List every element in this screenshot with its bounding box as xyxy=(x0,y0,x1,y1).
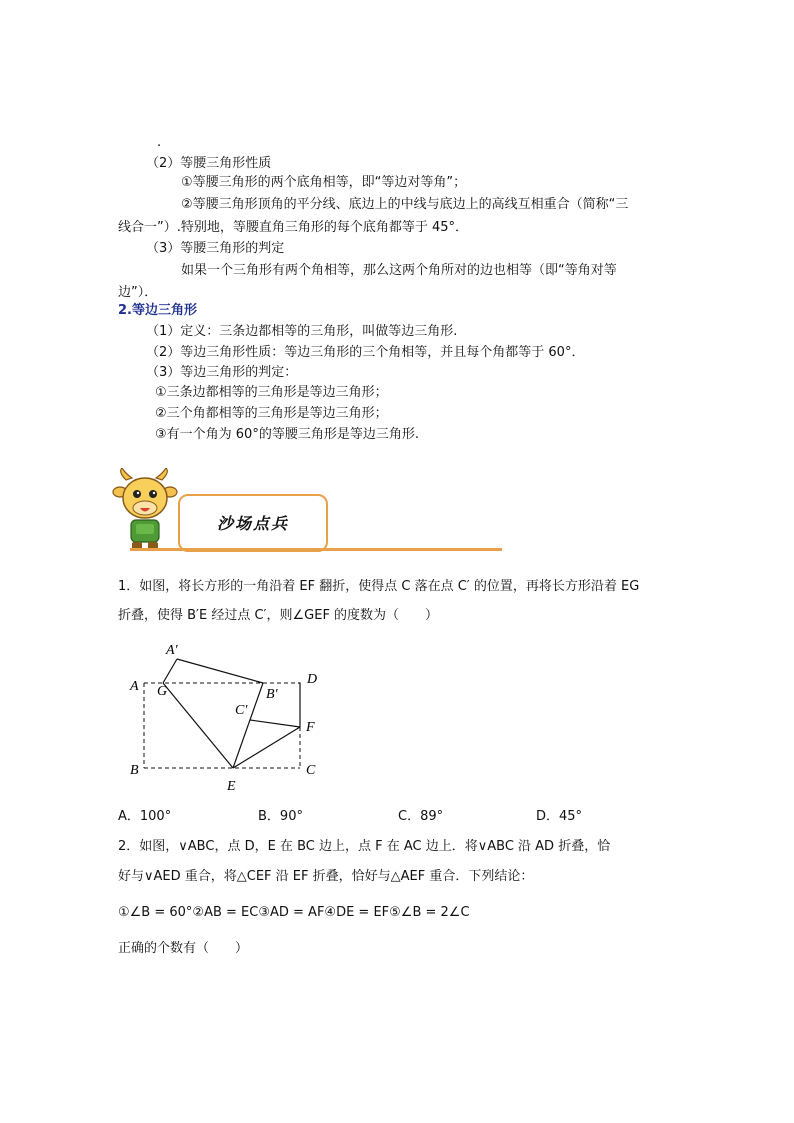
equilateral-test-1: ①三条边都相等的三角形是等边三角形； xyxy=(155,385,388,400)
equilateral-property: （2）等边三角形性质：等边三角形的三个角相等，并且每个角都等于 60°． xyxy=(146,345,585,360)
q1-text-line1: 1．如图，将长方形的一角沿着 EF 翻折，使得点 C 落在点 C′ 的位置，再将长方形沿着 EG xyxy=(118,579,640,594)
q2-text-line2: 好与∨AED 重合，将△CEF 沿 EF 折叠，恰好与△AEF 重合．下列结论： xyxy=(118,869,534,884)
label-G: G xyxy=(157,684,168,699)
heading-isosceles-test: （3）等腰三角形的判定 xyxy=(146,241,285,256)
property-1: ①等腰三角形的两个底角相等，即“等边对等角”； xyxy=(181,175,467,190)
q1-option-a[interactable]: A．100° xyxy=(118,809,172,824)
banner-box xyxy=(178,494,328,552)
q2-question: 正确的个数有（ ） xyxy=(118,941,249,956)
label-B-prime: B′ xyxy=(266,687,278,702)
cow-mascot-icon xyxy=(112,468,178,552)
equilateral-definition: （1）定义：三条边都相等的三角形，叫做等边三角形. xyxy=(146,324,458,339)
label-F: F xyxy=(306,720,315,735)
label-E: E xyxy=(227,779,236,794)
label-C: C xyxy=(306,763,316,778)
label-A-prime: A′ xyxy=(166,643,178,658)
heading-isosceles-properties: （2）等腰三角形性质 xyxy=(146,156,272,171)
test-line1: 如果一个三角形有两个角相等，那么这两个角所对的边也相等（即“等角对等 xyxy=(181,263,617,278)
test-line2: 边”）． xyxy=(118,285,158,300)
label-B: B xyxy=(130,763,139,778)
q2-conclusions: ①∠B = 60°②AB = EC③AD = AF④DE = EF⑤∠B = 2∠C xyxy=(118,905,470,920)
q1-text-line2: 折叠，使得 B′E 经过点 C′，则∠GEF 的度数为（ ） xyxy=(118,608,439,623)
label-A: A xyxy=(130,679,139,694)
dot: . xyxy=(157,135,162,150)
equilateral-test-3: ③有一个角为 60°的等腰三角形是等边三角形. xyxy=(155,427,419,442)
section-equilateral-title: 2.等边三角形 xyxy=(118,303,197,318)
q1-option-b[interactable]: B．90° xyxy=(258,809,303,824)
banner-underline xyxy=(130,548,502,551)
equilateral-test-2: ②三个角都相等的三角形是等边三角形； xyxy=(155,406,388,421)
banner-title: 沙场点兵 xyxy=(216,514,289,533)
property-2-line2: 线合一”）.特别地，等腰直角三角形的每个底角都等于 45°． xyxy=(118,220,469,235)
q2-text-line1: 2．如图，∨ABC，点 D，E 在 BC 边上，点 F 在 AC 边上．将∨ABC 沿 AD 折叠，恰 xyxy=(118,839,611,854)
q1-option-c[interactable]: C．89° xyxy=(398,809,444,824)
property-2-line1: ②等腰三角形顶角的平分线、底边上的中线与底边上的高线互相重合（简称“三 xyxy=(181,197,629,212)
q1-option-d[interactable]: D．45° xyxy=(536,809,583,824)
label-C-prime: C′ xyxy=(235,703,248,718)
equilateral-test-heading: （3）等边三角形的判定： xyxy=(146,365,298,380)
label-D: D xyxy=(307,672,318,687)
q1-figure xyxy=(120,636,330,800)
